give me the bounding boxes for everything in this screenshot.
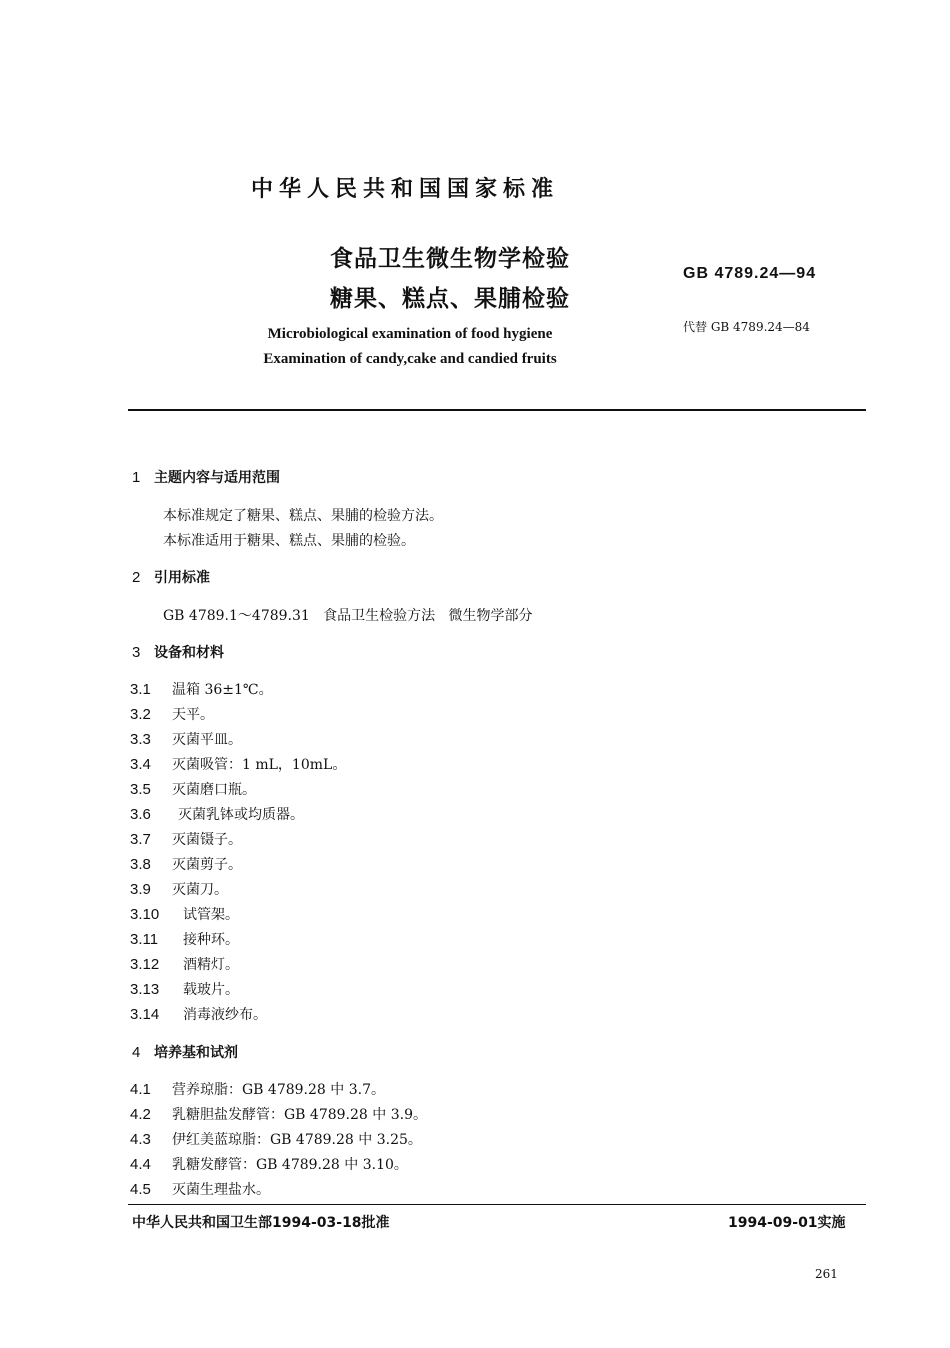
item-text: 灭菌磨口瓶。 (172, 782, 256, 798)
item-text: 接种环。 (183, 932, 239, 948)
list-item (130, 704, 214, 724)
item-number: 4.3 (130, 1131, 151, 1148)
title-cn-line2: 糖果、糕点、果脯检验 (330, 286, 570, 312)
list-item (130, 904, 239, 924)
national-standard-heading: 中华人民共和国国家标准 (250, 177, 559, 202)
item-text: 乳糖发酵管：GB 4789.28 中 3.10。 (172, 1157, 408, 1173)
item-number: 3.11 (130, 931, 159, 948)
item-text: 灭菌吸管：1 mL，10mL。 (172, 757, 347, 773)
item-number: 4.4 (130, 1156, 151, 1173)
section-title: 引用标准 (154, 570, 210, 586)
list-item (130, 679, 273, 699)
item-number: 3.1 (130, 681, 151, 698)
item-number: 3.4 (130, 756, 151, 773)
item-text: 灭菌镊子。 (172, 832, 242, 848)
section-1-paragraph: 本标准规定了糖果、糕点、果脯的检验方法。 (163, 508, 443, 524)
approval-line: 中华人民共和国卫生部1994-03-18批准 (132, 1215, 390, 1231)
item-text: 乳糖胆盐发酵管：GB 4789.28 中 3.9。 (172, 1107, 427, 1123)
item-number: 3.2 (130, 706, 151, 723)
item-number: 4.2 (130, 1106, 151, 1123)
list-item (130, 779, 256, 799)
item-number: 3.3 (130, 731, 151, 748)
item-text: 伊红美蓝琼脂：GB 4789.28 中 3.25。 (172, 1132, 422, 1148)
page-number: 261 (815, 1267, 838, 1281)
section-2-heading (132, 567, 210, 587)
section-4-heading (132, 1042, 238, 1062)
list-item (130, 1104, 427, 1124)
item-text: 灭菌平皿。 (172, 732, 242, 748)
item-text: 灭菌刀。 (172, 882, 228, 898)
list-item (130, 1154, 408, 1174)
list-item (130, 954, 239, 974)
section-title: 设备和材料 (154, 645, 224, 661)
item-text: 消毒液纱布。 (183, 1007, 267, 1023)
item-number: 3.6 (130, 806, 151, 823)
replaces-standard: 代替 GB 4789.24—84 (683, 320, 810, 334)
section-title: 培养基和试剂 (154, 1045, 238, 1061)
list-item (130, 979, 239, 999)
item-text: 试管架。 (183, 907, 239, 923)
item-number: 3.13 (130, 981, 160, 998)
item-text: 营养琼脂：GB 4789.28 中 3.7。 (172, 1082, 385, 1098)
item-number: 3.8 (130, 856, 151, 873)
title-en-line2: Examination of candy,cake and candied fruits (263, 351, 557, 367)
list-item (130, 1129, 422, 1149)
item-text: 酒精灯。 (183, 957, 239, 973)
section-number: 4 (132, 1044, 141, 1061)
item-number: 3.12 (130, 956, 160, 973)
list-item (130, 879, 228, 899)
item-number: 3.10 (130, 906, 160, 923)
list-item (130, 929, 239, 949)
section-title: 主题内容与适用范围 (154, 470, 280, 486)
implementation-date: 1994-09-01实施 (728, 1215, 846, 1231)
item-number: 3.14 (130, 1006, 160, 1023)
section-2-paragraph: GB 4789.1～4789.31 食品卫生检验方法 微生物学部分 (163, 608, 533, 624)
title-en-line1: Microbiological examination of food hygiene (267, 326, 553, 342)
section-number: 3 (132, 644, 141, 661)
item-text: 灭菌剪子。 (172, 857, 242, 873)
list-item (130, 1079, 385, 1099)
list-item (130, 1179, 270, 1199)
item-text: 天平。 (172, 707, 214, 723)
item-text: 温箱 36±1℃。 (172, 682, 273, 698)
item-text: 载玻片。 (183, 982, 239, 998)
list-item (130, 854, 242, 874)
list-item (130, 804, 304, 824)
section-number: 2 (132, 569, 141, 586)
section-1-heading (132, 467, 280, 487)
standard-number (683, 265, 816, 283)
section-1-paragraph: 本标准适用于糖果、糕点、果脯的检验。 (163, 533, 415, 549)
item-number: 4.5 (130, 1181, 151, 1198)
item-text: 灭菌生理盐水。 (172, 1182, 270, 1198)
section-number: 1 (132, 469, 141, 486)
standard-prefix: GB (683, 265, 709, 282)
item-number: 3.5 (130, 781, 151, 798)
item-number: 4.1 (130, 1081, 151, 1098)
list-item (130, 729, 242, 749)
item-text: 灭菌乳钵或均质器。 (178, 807, 304, 823)
list-item (130, 754, 346, 774)
list-item (130, 829, 242, 849)
footer-divider (128, 1204, 866, 1205)
list-item (130, 1004, 267, 1024)
section-3-heading (132, 642, 224, 662)
header-divider (128, 409, 866, 411)
standard-code: 4789.24—94 (714, 265, 817, 282)
item-number: 3.9 (130, 881, 151, 898)
title-cn-line1: 食品卫生微生物学检验 (330, 246, 570, 272)
item-number: 3.7 (130, 831, 151, 848)
